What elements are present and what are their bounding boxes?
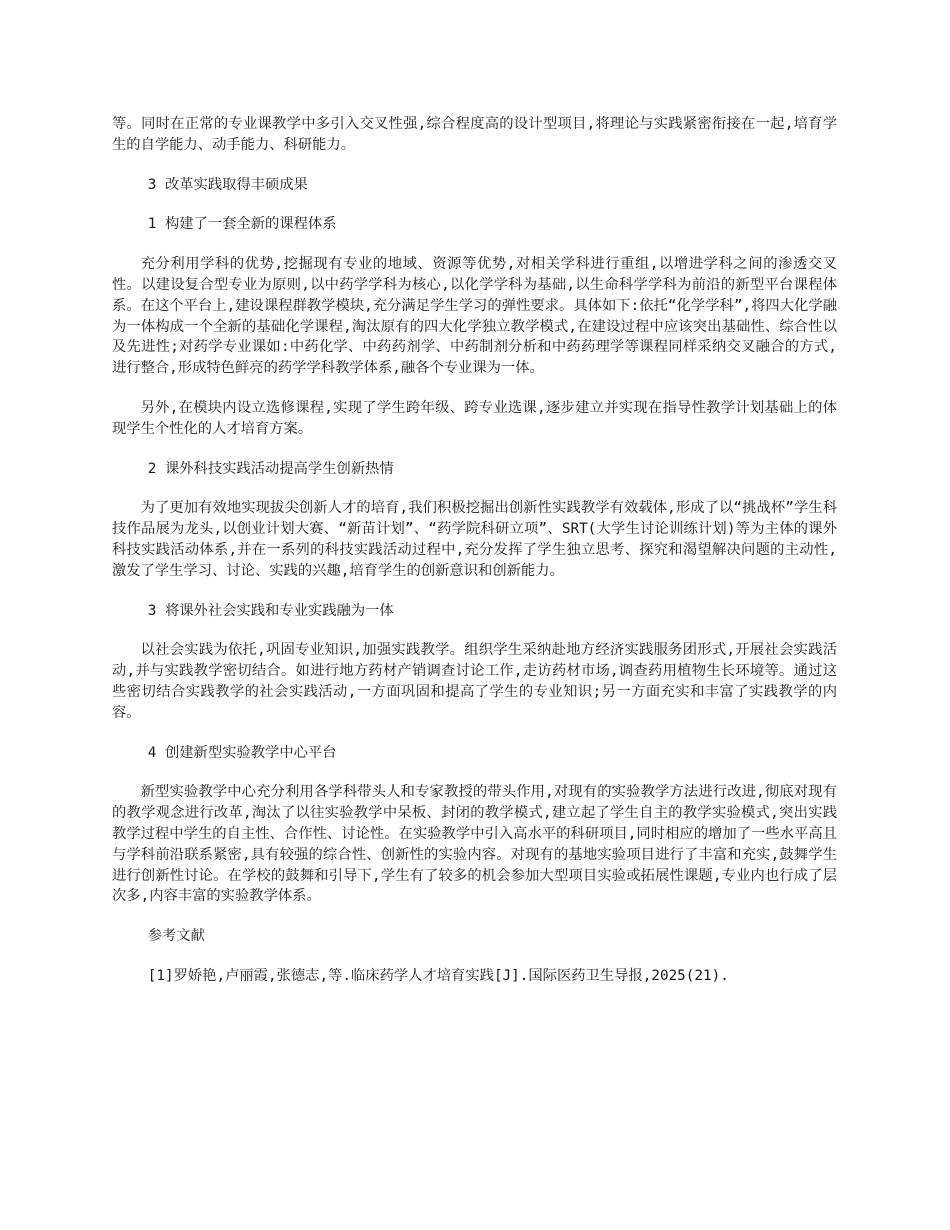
subsection-heading-course-system: 1 构建了一套全新的课程体系: [147, 216, 337, 233]
document-body: [112, 114, 837, 987]
subsection-heading-lab-center: 4 创建新型实验教学中心平台: [147, 744, 337, 761]
subsection-heading-social-practice: 3 将课外社会实践和专业实践融为一体: [147, 602, 394, 619]
paragraph-electives: 另外,在模块内设立选修课程,实现了学生跨年级、跨专业选课,逐步建立并实现在指导性教学计划基础上的体现学生个性化的人才培育方案。: [112, 399, 837, 437]
paragraph-lab-center: 新型实验教学中心充分利用各学科带头人和专家教授的带头作用,对现有的实验教学方法进行改进,彻底对现有的教学观念进行改革,淘汰了以往实验教学中呆板、封闭的教学模式,建立起了学生自主的教学实验模式,突出实践教学过程中学生的自主性、合作性、讨论性。在实验教学中引入高水平的科研项目,同时相应的增加了一些水平高且与学科前沿联系紧密,具有较强的综合性、创新性的实验内容。对现有的基地实验项目进行了丰富和充实,鼓舞学生进行创新性讨论。在学校的鼓舞和引导下,学生有了较多的机会参加大型项目实验或拓展性课题,专业内也行成了层次多,内容丰富的实验教学体系。: [112, 784, 837, 905]
subsection-heading-extracurricular: 2 课外科技实践活动提高学生创新热情: [147, 460, 394, 477]
section-heading-reform-results: 3 改革实践取得丰硕成果: [147, 176, 308, 193]
reference-item: [1]罗娇艳,卢丽霞,张德志,等.临床药学人才培育实践[J].国际医药卫生导报,2025(21).: [147, 967, 729, 984]
paragraph-social-practice: 以社会实践为依托,巩固专业知识,加强实践教学。组织学生采纳赴地方经济实践服务团形式,开展社会实践活动,并与实践教学密切结合。如进行地方药材产销调查讨论工作,走访药材市场,调查药用植物生长环境等。通过这些密切结合实践教学的社会实践活动,一方面巩固和提高了学生的专业知识;另一方面充实和丰富了实践教学的内容。: [112, 642, 837, 721]
paragraph-course-system: 充分利用学科的优势,挖掘现有专业的地域、资源等优势,对相关学科进行重组,以增进学科之间的渗透交叉性。以建设复合型专业为原则,以中药学学科为核心,以化学学科为基础,以生命科学学科为前沿的新型平台课程体系。在这个平台上,建设课程群教学模块,充分满足学生学习的弹性要求。具体如下:依托“化学学科”,将四大化学融为一体构成一个全新的基础化学课程,淘汰原有的四大化学独立教学模式,在建设过程中应该突出基础性、综合性以及先进性;对药学专业课如:中药化学、中药药剂学、中药制剂分析和中药药理学等课程同样采纳交叉融合的方式,进行整合,形成特色鲜亮的药学学科教学体系,融各个专业课为一体。: [112, 256, 837, 377]
references-heading: 参考文献: [147, 928, 205, 945]
paragraph-extracurricular: 为了更加有效地实现拔尖创新人才的培育,我们积极挖掘出创新性实践教学有效载体,形成了以“挑战杯”学生科技作品展为龙头,以创业计划大赛、“新苗计划”、“药学院科研立项”、SRT(大学生讨论训练计划)等为主体的课外科技实践活动体系,并在一系列的科技实践活动过程中,充分发挥了学生独立思考、探究和渴望解决问题的主动性,激发了学生学习、讨论、实践的兴趣,培育学生的创新意识和创新能力。: [112, 500, 837, 579]
paragraph-intro-continuation: 等。同时在正常的专业课教学中多引入交叉性强,综合程度高的设计型项目,将理论与实践紧密衔接在一起,培育学生的自学能力、动手能力、科研能力。: [112, 116, 837, 153]
